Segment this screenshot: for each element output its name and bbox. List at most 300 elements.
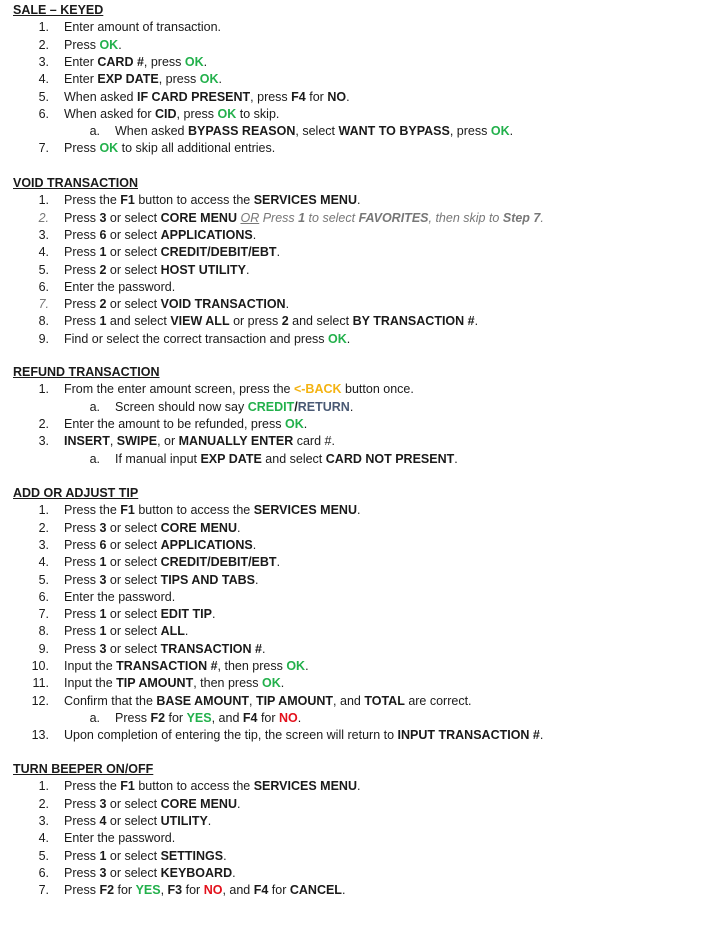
text-run: . bbox=[184, 624, 189, 639]
text-run: . bbox=[303, 416, 308, 431]
text-run: , bbox=[249, 693, 256, 708]
text-run: Enter amount of transaction. bbox=[64, 20, 222, 35]
text-run: Press bbox=[64, 848, 100, 863]
text-run: , press bbox=[449, 124, 491, 139]
step-text bbox=[64, 554, 280, 570]
text-run: 3 bbox=[99, 572, 107, 587]
text-run: NO bbox=[327, 89, 347, 104]
step-text bbox=[64, 262, 249, 278]
step-number: 3. bbox=[38, 434, 49, 449]
text-run: CARD NOT PRESENT bbox=[325, 451, 455, 466]
text-run: INSERT bbox=[64, 434, 110, 449]
text-run: From the enter amount screen, press the bbox=[64, 382, 294, 397]
text-run: Enter the password. bbox=[64, 831, 176, 846]
text-run: RETURN bbox=[297, 399, 350, 414]
text-run: 1 bbox=[99, 607, 107, 622]
text-run: SERVICES MENU bbox=[253, 503, 357, 518]
text-run: When asked bbox=[115, 124, 188, 139]
step-text bbox=[64, 778, 360, 794]
step-number: 6. bbox=[38, 865, 49, 880]
text-run: YES bbox=[186, 710, 212, 725]
step-text bbox=[64, 210, 544, 226]
text-run: Press bbox=[64, 262, 100, 277]
section-heading: TURN BEEPER ON/OFF bbox=[13, 762, 154, 776]
text-run: EDIT TIP bbox=[160, 607, 212, 622]
text-run: or select bbox=[106, 297, 161, 312]
text-run: Press bbox=[64, 520, 100, 535]
text-run: When asked bbox=[64, 89, 137, 104]
section-heading: ADD OR ADJUST TIP bbox=[13, 486, 139, 500]
step-text bbox=[115, 399, 353, 415]
text-run: . bbox=[276, 245, 281, 260]
text-run: Press bbox=[64, 537, 100, 552]
text-run: CREDIT/DEBIT/EBT bbox=[160, 555, 277, 570]
step-text bbox=[64, 106, 279, 122]
step-number: 7. bbox=[38, 607, 49, 622]
text-run: Upon completion of entering the tip, the screen will return to bbox=[64, 728, 398, 743]
text-run: / bbox=[294, 399, 298, 414]
text-run: F2 bbox=[150, 710, 166, 725]
text-run: , and bbox=[222, 883, 254, 898]
text-run: to skip. bbox=[236, 106, 280, 121]
step-number: 3. bbox=[38, 54, 49, 69]
text-run: . bbox=[252, 537, 257, 552]
step-number: 5. bbox=[38, 572, 49, 587]
step-text bbox=[64, 244, 280, 260]
step-number: 7. bbox=[38, 141, 49, 156]
step-number: 2. bbox=[38, 520, 49, 535]
step-number: 2. bbox=[38, 416, 49, 431]
text-run: . bbox=[539, 728, 544, 743]
text-run: . bbox=[356, 193, 361, 208]
text-run: . bbox=[509, 124, 514, 139]
text-run: TIP AMOUNT bbox=[116, 676, 194, 691]
text-run: . bbox=[223, 848, 227, 863]
step-text bbox=[64, 416, 307, 432]
text-run: . bbox=[232, 865, 236, 880]
step-number: 7. bbox=[38, 883, 49, 898]
step-text bbox=[64, 140, 275, 156]
text-run: SWIPE bbox=[116, 434, 158, 449]
text-run: for bbox=[305, 89, 328, 104]
text-run: OR bbox=[240, 210, 260, 225]
text-run: 3 bbox=[99, 210, 107, 225]
text-run: or select bbox=[106, 607, 161, 622]
step-number: 6. bbox=[38, 589, 49, 604]
step-number: 4. bbox=[38, 555, 49, 570]
text-run: CORE MENU bbox=[160, 210, 237, 225]
text-run: Press bbox=[64, 227, 100, 242]
text-run: Press bbox=[64, 641, 100, 656]
step-number: 4. bbox=[38, 831, 49, 846]
step-text bbox=[64, 537, 256, 553]
step-number: 12. bbox=[31, 693, 49, 708]
step-text bbox=[64, 381, 414, 397]
text-run: Press bbox=[64, 141, 100, 156]
text-run: for bbox=[114, 883, 136, 898]
text-run: 3 bbox=[99, 865, 107, 880]
text-run: . bbox=[218, 72, 222, 87]
text-run: OK bbox=[217, 106, 237, 121]
text-run: BY TRANSACTION # bbox=[352, 314, 475, 329]
text-run: TRANSACTION # bbox=[160, 641, 262, 656]
text-run: CARD # bbox=[97, 54, 144, 69]
step-text bbox=[64, 606, 215, 622]
text-run: , press bbox=[250, 89, 292, 104]
text-run: Input the bbox=[64, 659, 117, 673]
text-run: Press bbox=[64, 883, 100, 898]
step-text bbox=[64, 882, 345, 898]
text-run: TIP AMOUNT bbox=[255, 693, 334, 708]
step-number: 1. bbox=[38, 193, 49, 208]
text-run: EXP DATE bbox=[200, 451, 262, 466]
text-run: F4 bbox=[242, 710, 258, 725]
text-run: Press bbox=[64, 607, 100, 622]
text-run: , press bbox=[158, 72, 200, 87]
step-number: 6. bbox=[38, 279, 49, 294]
step-text bbox=[64, 89, 350, 105]
text-run: for bbox=[182, 883, 204, 898]
step-number: 8. bbox=[38, 624, 49, 639]
text-run: CREDIT/DEBIT/EBT bbox=[160, 245, 277, 260]
text-run: Press the bbox=[64, 779, 121, 794]
step-text bbox=[64, 279, 175, 295]
text-run: for bbox=[268, 883, 290, 898]
step-text bbox=[64, 796, 240, 812]
text-run: . bbox=[346, 331, 351, 346]
step-number: 2. bbox=[38, 210, 49, 225]
text-run: , and bbox=[333, 693, 365, 708]
step-text bbox=[64, 313, 478, 329]
text-run: F3 bbox=[167, 883, 183, 898]
text-run: OK bbox=[490, 124, 510, 139]
text-run: . bbox=[211, 607, 216, 622]
step-text bbox=[64, 433, 335, 449]
step-number: 8. bbox=[38, 314, 49, 329]
text-run: 2 bbox=[99, 262, 107, 277]
step-text bbox=[115, 710, 301, 726]
step-text bbox=[115, 451, 458, 467]
step-number: 4. bbox=[38, 72, 49, 87]
step-number: 1. bbox=[38, 382, 49, 397]
text-run: 1 bbox=[99, 245, 107, 260]
section-heading: SALE – KEYED bbox=[13, 3, 104, 17]
text-run: . bbox=[280, 676, 285, 691]
step-number: 2. bbox=[38, 37, 49, 52]
text-run: button to access the bbox=[134, 779, 254, 794]
step-number: a. bbox=[89, 710, 100, 725]
text-run: button to access the bbox=[134, 193, 254, 208]
text-run: and select bbox=[106, 314, 171, 329]
step-text bbox=[64, 813, 211, 829]
step-text bbox=[64, 641, 265, 657]
text-run: Find or select the correct transaction and press bbox=[64, 331, 329, 346]
text-run: . bbox=[236, 520, 241, 535]
text-run: Enter bbox=[64, 54, 98, 69]
text-run: . bbox=[276, 555, 281, 570]
text-run: to select bbox=[305, 210, 359, 225]
text-run: OK bbox=[99, 37, 119, 52]
text-run: Step 7 bbox=[502, 210, 541, 225]
text-run: VIEW ALL bbox=[170, 314, 230, 329]
text-run: Enter the amount to be refunded, press bbox=[64, 416, 285, 431]
text-run: or select bbox=[106, 227, 161, 242]
text-run: CREDIT bbox=[247, 399, 295, 414]
step-number: 3. bbox=[38, 227, 49, 242]
text-run: Enter bbox=[64, 72, 98, 87]
text-run: SETTINGS bbox=[160, 848, 224, 863]
text-run: NO bbox=[279, 710, 298, 725]
section-heading: VOID TRANSACTION bbox=[13, 176, 138, 190]
text-run: . bbox=[474, 314, 479, 329]
text-run: SERVICES MENU bbox=[253, 779, 357, 794]
text-run: Confirm that the bbox=[64, 693, 157, 708]
text-run: EXP DATE bbox=[97, 72, 159, 87]
text-run: . bbox=[236, 796, 241, 811]
text-run: F4 bbox=[253, 883, 269, 898]
text-run: Press bbox=[64, 796, 100, 811]
text-run: to skip all additional entries. bbox=[118, 141, 276, 156]
text-run: . bbox=[261, 641, 266, 656]
step-text bbox=[64, 296, 289, 312]
text-run: . bbox=[356, 503, 361, 518]
text-run: . bbox=[540, 210, 544, 225]
text-run: . bbox=[346, 89, 350, 104]
text-run: F1 bbox=[120, 193, 135, 208]
text-run: NO bbox=[203, 883, 223, 898]
text-run: APPLICATIONS bbox=[160, 537, 253, 552]
text-run: TIPS AND TABS bbox=[160, 572, 256, 587]
step-text bbox=[64, 37, 122, 53]
text-run: . bbox=[285, 297, 290, 312]
step-text bbox=[64, 589, 175, 605]
step-number: 2. bbox=[38, 796, 49, 811]
text-run: Press the bbox=[64, 503, 121, 518]
text-run: . bbox=[246, 262, 250, 277]
text-run: Press bbox=[64, 245, 100, 260]
text-run: and select bbox=[288, 314, 353, 329]
step-number: 1. bbox=[38, 503, 49, 518]
text-run: VOID TRANSACTION bbox=[160, 297, 286, 312]
text-run: OK bbox=[262, 676, 281, 691]
text-run: or select bbox=[106, 813, 161, 828]
step-text bbox=[64, 658, 309, 674]
step-number: 10. bbox=[31, 659, 49, 673]
text-run: IF CARD PRESENT bbox=[136, 89, 251, 104]
text-run: or select bbox=[106, 796, 161, 811]
text-run: . bbox=[341, 883, 346, 898]
text-run: . bbox=[305, 659, 309, 673]
step-text bbox=[64, 54, 207, 70]
step-number: 13. bbox=[31, 728, 49, 743]
text-run: Press bbox=[64, 555, 100, 570]
step-text bbox=[64, 520, 240, 536]
text-run: Screen should now say bbox=[115, 399, 248, 414]
text-run: , then press bbox=[217, 659, 287, 673]
text-run: 1 bbox=[298, 210, 306, 225]
step-number: 5. bbox=[38, 262, 49, 277]
text-run: , press bbox=[176, 106, 218, 121]
text-run: , select bbox=[295, 124, 339, 139]
text-run: TOTAL bbox=[364, 693, 405, 708]
step-text bbox=[64, 71, 222, 87]
text-run: or select bbox=[106, 624, 161, 639]
text-run: OK bbox=[328, 331, 347, 346]
text-run: 1 bbox=[99, 624, 107, 639]
step-number: a. bbox=[89, 451, 100, 466]
text-run: WANT TO BYPASS bbox=[338, 124, 450, 139]
text-run: 3 bbox=[99, 520, 107, 535]
text-run: CANCEL bbox=[289, 883, 342, 898]
text-run: F1 bbox=[120, 503, 135, 518]
step-text bbox=[64, 227, 256, 243]
text-run: OK bbox=[99, 141, 119, 156]
step-number: 6. bbox=[38, 106, 49, 121]
text-run: . bbox=[349, 399, 354, 414]
text-run: F4 bbox=[291, 89, 306, 104]
step-number: 11. bbox=[32, 676, 49, 691]
text-run: for bbox=[165, 710, 187, 725]
text-run: Input the bbox=[64, 676, 117, 691]
text-run: Press bbox=[64, 813, 100, 828]
step-number: 5. bbox=[38, 848, 49, 863]
text-run: OK bbox=[184, 54, 204, 69]
step-number: 1. bbox=[38, 20, 49, 35]
text-run: Press the bbox=[64, 193, 121, 208]
step-text bbox=[64, 693, 472, 709]
text-run: , then press bbox=[193, 676, 263, 691]
text-run: ALL bbox=[160, 624, 185, 639]
text-run: , bbox=[160, 883, 168, 898]
text-run: Press bbox=[64, 297, 100, 312]
text-run: . bbox=[252, 227, 257, 242]
text-run: OK bbox=[284, 416, 304, 431]
step-text bbox=[64, 830, 175, 846]
text-run: UTILITY bbox=[160, 813, 208, 828]
text-run: TRANSACTION # bbox=[116, 659, 218, 673]
text-run: HOST UTILITY bbox=[160, 262, 246, 277]
text-run: 2 bbox=[99, 297, 107, 312]
text-run: 4 bbox=[99, 813, 107, 828]
text-run: CORE MENU bbox=[160, 520, 237, 535]
text-run: When asked for bbox=[64, 106, 156, 121]
text-run: or select bbox=[106, 210, 161, 225]
text-run: or select bbox=[106, 245, 161, 260]
text-run: F2 bbox=[99, 883, 115, 898]
text-run: F1 bbox=[120, 779, 135, 794]
text-run: YES bbox=[135, 883, 161, 898]
text-run: Press bbox=[64, 210, 100, 225]
text-run: OK bbox=[199, 72, 219, 87]
text-run: 1 bbox=[99, 555, 107, 570]
step-text bbox=[64, 192, 360, 208]
text-run: or select bbox=[106, 572, 161, 587]
text-run: . bbox=[203, 54, 208, 69]
text-run: . bbox=[356, 779, 361, 794]
text-run: . bbox=[297, 710, 302, 725]
step-number: 9. bbox=[38, 331, 49, 346]
section-heading: REFUND TRANSACTION bbox=[13, 365, 160, 379]
text-run: Press bbox=[64, 314, 100, 329]
step-number: a. bbox=[89, 399, 100, 414]
text-run: MANUALLY ENTER bbox=[178, 434, 294, 449]
text-run: FAVORITES bbox=[358, 210, 429, 225]
text-run: INPUT TRANSACTION # bbox=[397, 728, 540, 743]
text-run: 1 bbox=[99, 848, 107, 863]
step-number: 3. bbox=[38, 813, 49, 828]
text-run: or select bbox=[106, 865, 161, 880]
text-run: card #. bbox=[293, 434, 335, 449]
step-number: 1. bbox=[38, 779, 49, 794]
step-text bbox=[115, 123, 513, 139]
text-run: , bbox=[109, 434, 117, 449]
text-run: SERVICES MENU bbox=[253, 193, 357, 208]
text-run: BASE AMOUNT bbox=[156, 693, 249, 708]
step-number: 9. bbox=[38, 641, 49, 656]
text-run: Enter the password. bbox=[64, 589, 176, 604]
text-run: or select bbox=[106, 555, 161, 570]
step-text bbox=[64, 623, 188, 639]
step-number: 4. bbox=[38, 245, 49, 260]
text-run: . bbox=[207, 813, 212, 828]
text-run: Press bbox=[64, 865, 100, 880]
text-run: for bbox=[257, 710, 280, 725]
text-run: are correct. bbox=[404, 693, 472, 708]
text-run: CORE MENU bbox=[160, 796, 237, 811]
text-run: 3 bbox=[99, 796, 107, 811]
step-number: 3. bbox=[38, 537, 49, 552]
text-run: Press bbox=[259, 210, 299, 225]
step-number: 5. bbox=[38, 89, 49, 104]
text-run: 1 bbox=[99, 314, 107, 329]
step-number: a. bbox=[89, 124, 100, 139]
text-run: Press bbox=[64, 572, 100, 587]
text-run: Enter the password. bbox=[64, 279, 176, 294]
text-run: If manual input bbox=[115, 451, 201, 466]
text-run: 2 bbox=[281, 314, 289, 329]
text-run: and select bbox=[261, 451, 326, 466]
text-run: or select bbox=[106, 262, 161, 277]
text-run: or select bbox=[106, 848, 161, 863]
text-run: , then skip to bbox=[428, 210, 503, 225]
text-run: , press bbox=[143, 54, 185, 69]
step-text bbox=[64, 865, 236, 881]
text-run: <-BACK bbox=[293, 382, 342, 397]
step-text bbox=[64, 848, 227, 864]
text-run: Press bbox=[64, 37, 100, 52]
text-run: 6 bbox=[99, 537, 107, 552]
text-run: APPLICATIONS bbox=[160, 227, 253, 242]
text-run: button to access the bbox=[134, 503, 254, 518]
text-run: , and bbox=[211, 710, 243, 725]
text-run: or select bbox=[106, 520, 161, 535]
text-run: button once. bbox=[341, 382, 414, 397]
text-run: Press bbox=[64, 624, 100, 639]
text-run: or select bbox=[106, 537, 161, 552]
text-run: or press bbox=[229, 314, 282, 329]
text-run: , or bbox=[157, 434, 179, 449]
step-text bbox=[64, 675, 284, 691]
step-text bbox=[64, 331, 350, 347]
step-text bbox=[64, 727, 543, 743]
text-run: OK bbox=[286, 659, 306, 673]
step-text bbox=[64, 502, 360, 518]
text-run: 3 bbox=[99, 641, 107, 656]
text-run: . bbox=[118, 37, 122, 52]
text-run: BYPASS REASON bbox=[187, 124, 296, 139]
text-run: . bbox=[454, 451, 458, 466]
text-run: . bbox=[255, 572, 259, 587]
